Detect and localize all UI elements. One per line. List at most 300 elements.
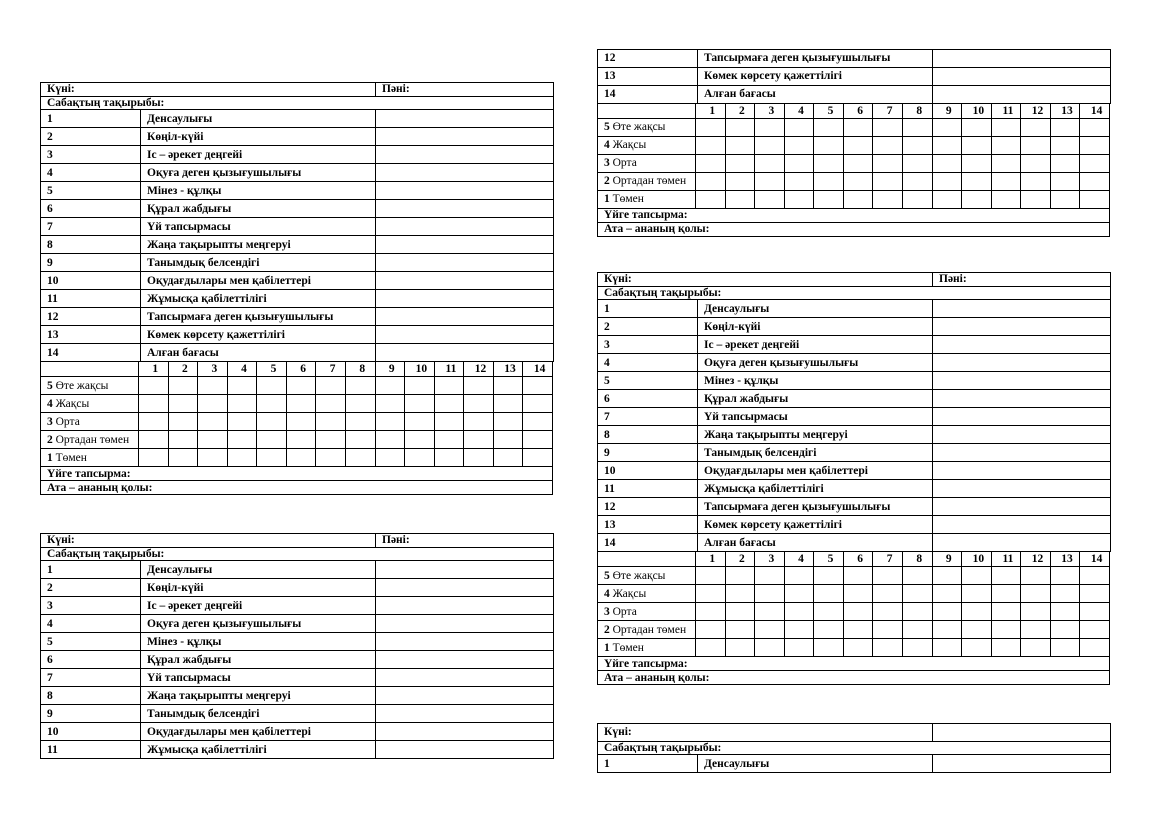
grade-cell [784, 621, 814, 639]
rating-number: 5 [47, 379, 53, 392]
grade-cell [696, 191, 726, 209]
criterion-value-cell [376, 579, 554, 597]
grade-cell [843, 155, 873, 173]
criterion-row [41, 651, 554, 669]
grade-cell [902, 585, 932, 603]
criterion-value-cell [933, 498, 1111, 516]
rating-number: 5 [604, 569, 610, 582]
criterion-value-cell [376, 236, 554, 254]
criterion-value-cell [376, 669, 554, 687]
grade-column-header: 12 [1021, 104, 1051, 119]
observation-table-right-2 [597, 272, 1111, 685]
grade-cell [725, 119, 755, 137]
grade-cell [1021, 137, 1051, 155]
grade-cell [286, 377, 316, 395]
criterion-row [598, 86, 1111, 104]
topic-row [41, 548, 554, 561]
rating-row [598, 155, 1110, 173]
grade-cell [873, 603, 903, 621]
grade-column-header: 5 [814, 104, 844, 119]
grade-cell [1050, 191, 1080, 209]
criterion-number: 14 [598, 86, 698, 104]
criterion-number: 12 [41, 308, 141, 326]
grade-cell [725, 603, 755, 621]
criterion-number: 5 [41, 633, 141, 651]
criterion-row [41, 741, 554, 759]
criterion-row [598, 516, 1111, 534]
grade-cell [962, 621, 992, 639]
criterion-row [41, 290, 554, 308]
criterion-row [41, 254, 554, 272]
criterion-row [598, 408, 1111, 426]
grade-cell [873, 567, 903, 585]
criterion-label: Құрал жабдығы [141, 651, 376, 669]
criterion-number: 6 [41, 200, 141, 218]
grade-cell [198, 395, 228, 413]
criterion-row [598, 318, 1111, 336]
criterion-number: 7 [41, 669, 141, 687]
criterion-number: 12 [598, 50, 698, 68]
grade-cell [286, 395, 316, 413]
signature-row [41, 481, 553, 495]
criterion-label: Денсаулығы [698, 300, 933, 318]
rating-label: Өте жақсы [612, 569, 666, 582]
rating-label: Өте жақсы [55, 379, 109, 392]
criterion-value-cell [376, 633, 554, 651]
grade-column-header: 10 [962, 104, 992, 119]
grade-cell [1021, 621, 1051, 639]
criterion-row [598, 480, 1111, 498]
grade-cell [962, 603, 992, 621]
grade-column-header: 3 [198, 362, 228, 377]
grade-cell [1021, 585, 1051, 603]
grade-cell [464, 395, 494, 413]
grade-cell [227, 413, 257, 431]
grade-column-header: 14 [1080, 552, 1110, 567]
footer-table [40, 466, 553, 495]
grade-cell [1080, 603, 1110, 621]
grade-cell [523, 449, 553, 467]
criterion-value-cell [376, 326, 554, 344]
grade-cell [962, 585, 992, 603]
criterion-label: Көңіл-күйі [141, 128, 376, 146]
criterion-number: 13 [41, 326, 141, 344]
criterion-number: 1 [598, 755, 698, 773]
grade-cell [843, 119, 873, 137]
grade-cell [1050, 567, 1080, 585]
grade-cell [932, 137, 962, 155]
rating-label-cell [598, 191, 696, 209]
grade-cell [696, 173, 726, 191]
grade-cell [523, 395, 553, 413]
grade-cell [198, 431, 228, 449]
criterion-row [598, 354, 1111, 372]
grade-cell [991, 639, 1021, 657]
grade-cell [523, 431, 553, 449]
criterion-number: 5 [598, 372, 698, 390]
grade-cell [932, 621, 962, 639]
criterion-value-cell [933, 755, 1111, 773]
grade-cell [962, 137, 992, 155]
grade-cell [962, 155, 992, 173]
rating-label: Төмен [612, 193, 644, 206]
grade-column-header: 12 [1021, 552, 1051, 567]
grade-column-header: 9 [932, 104, 962, 119]
criterion-value-cell [933, 480, 1111, 498]
criterion-row [598, 498, 1111, 516]
grade-cell [932, 639, 962, 657]
homework-label-cell: Үйге тапсырма: [41, 467, 553, 481]
grade-cell [1080, 191, 1110, 209]
criterion-value-cell [376, 561, 554, 579]
criterion-value-cell [933, 372, 1111, 390]
criterion-label: Жұмысқа қабілеттілігі [698, 480, 933, 498]
rating-label-cell [41, 431, 139, 449]
grade-cell [814, 119, 844, 137]
grade-cell [493, 413, 523, 431]
grade-cell [784, 155, 814, 173]
grade-column-header: 13 [493, 362, 523, 377]
criterion-value-cell [933, 462, 1111, 480]
grade-cell [814, 621, 844, 639]
criterion-label: Оқуға деген қызығушылығы [141, 615, 376, 633]
grade-cell [725, 621, 755, 639]
criterion-label: Оқудағдылары мен қабілеттері [141, 272, 376, 290]
grade-cell [286, 449, 316, 467]
criteria-table [40, 560, 554, 759]
criterion-label: Танымдық белсендігі [698, 444, 933, 462]
grade-cell [784, 191, 814, 209]
criterion-number: 11 [598, 480, 698, 498]
criterion-value-cell [376, 723, 554, 741]
grade-cell [902, 191, 932, 209]
grade-cell [843, 567, 873, 585]
grade-cell [843, 585, 873, 603]
grade-cell [932, 119, 962, 137]
grade-cell [902, 603, 932, 621]
grade-cell [227, 431, 257, 449]
grade-cell [932, 585, 962, 603]
subject-label-cell: Пәні: [376, 83, 554, 97]
grade-cell [784, 567, 814, 585]
criterion-row [41, 110, 554, 128]
grade-cell [198, 377, 228, 395]
criterion-label: Үй тапсырмасы [141, 218, 376, 236]
grade-cell [902, 137, 932, 155]
grade-cell [198, 413, 228, 431]
criterion-label: Танымдық белсендігі [141, 705, 376, 723]
grade-cell [345, 431, 375, 449]
signature-label-cell: Ата – ананың қолы: [598, 671, 1110, 685]
grade-cell [725, 155, 755, 173]
rating-label-cell [41, 395, 139, 413]
grade-cell [316, 413, 346, 431]
criterion-row [598, 372, 1111, 390]
grade-cell [843, 173, 873, 191]
grade-column-header: 11 [434, 362, 464, 377]
criterion-row [598, 755, 1111, 773]
criterion-label: Құрал жабдығы [141, 200, 376, 218]
grade-cell [932, 603, 962, 621]
grade-column-header: 9 [932, 552, 962, 567]
grade-grid-header-row [41, 362, 553, 377]
grade-column-header: 4 [784, 104, 814, 119]
criterion-number: 2 [41, 579, 141, 597]
topic-label-cell: Сабақтың тақырыбы: [41, 97, 554, 110]
criterion-value-cell [933, 534, 1111, 552]
criterion-number: 11 [41, 741, 141, 759]
criterion-row [41, 308, 554, 326]
grade-cell [139, 395, 169, 413]
rating-row [598, 119, 1110, 137]
grade-cell [405, 413, 435, 431]
grade-cell [873, 585, 903, 603]
rating-label: Ортадан төмен [612, 175, 687, 188]
criterion-label: Жұмысқа қабілеттілігі [141, 741, 376, 759]
criterion-row [598, 50, 1111, 68]
criterion-number: 1 [41, 110, 141, 128]
rating-row [598, 567, 1110, 585]
criterion-label: Тапсырмаға деген қызығушылығы [698, 498, 933, 516]
criterion-value-cell [933, 50, 1111, 68]
criterion-number: 14 [41, 344, 141, 362]
grade-cell [434, 395, 464, 413]
grade-cell [434, 413, 464, 431]
subject-label-cell: Пәні: [376, 534, 554, 548]
criterion-value-cell [376, 200, 554, 218]
criterion-row [41, 344, 554, 362]
criterion-label: Алған бағасы [698, 86, 933, 104]
grade-cell [434, 449, 464, 467]
grade-cell [345, 395, 375, 413]
grade-cell [843, 603, 873, 621]
criterion-label: Оқудағдылары мен қабілеттері [141, 723, 376, 741]
grade-grid-corner-cell [598, 552, 696, 567]
grade-cell [316, 449, 346, 467]
grade-cell [345, 413, 375, 431]
grade-cell [932, 173, 962, 191]
grade-cell [784, 585, 814, 603]
rating-number: 2 [604, 175, 610, 188]
criterion-number: 13 [598, 68, 698, 86]
criterion-row [41, 687, 554, 705]
homework-row [598, 209, 1110, 223]
grade-cell [784, 603, 814, 621]
grade-column-header: 8 [902, 104, 932, 119]
grade-cell [1080, 621, 1110, 639]
rating-label-cell [41, 377, 139, 395]
rating-label-cell [598, 137, 696, 155]
criterion-label: Оқудағдылары мен қабілеттері [698, 462, 933, 480]
criterion-label: Мінез - құлқы [141, 182, 376, 200]
signature-label-cell: Ата – ананың қолы: [41, 481, 553, 495]
criterion-number: 3 [41, 146, 141, 164]
criterion-label: Жаңа тақырыпты меңгеруі [698, 426, 933, 444]
rating-label: Ортадан төмен [55, 433, 130, 446]
rating-label: Төмен [55, 451, 87, 464]
grade-cell [1021, 191, 1051, 209]
grade-cell [1080, 585, 1110, 603]
grade-cell [814, 173, 844, 191]
grade-cell [1050, 639, 1080, 657]
criterion-number: 7 [41, 218, 141, 236]
grade-column-header: 6 [843, 552, 873, 567]
grade-cell [1050, 137, 1080, 155]
criterion-value-cell [376, 164, 554, 182]
criterion-number: 5 [41, 182, 141, 200]
rating-number: 2 [47, 433, 53, 446]
criterion-row [41, 669, 554, 687]
grade-cell [843, 137, 873, 155]
criterion-value-cell [933, 354, 1111, 372]
homework-row [598, 657, 1110, 671]
grade-column-header: 14 [1080, 104, 1110, 119]
grade-column-header: 13 [1050, 104, 1080, 119]
grade-cell [755, 137, 785, 155]
criterion-number: 4 [41, 164, 141, 182]
criterion-number: 9 [41, 254, 141, 272]
grade-cell [814, 191, 844, 209]
rating-label: Орта [55, 415, 80, 428]
topic-label-cell: Сабақтың тақырыбы: [598, 287, 1111, 300]
criterion-label: Тапсырмаға деген қызығушылығы [698, 50, 933, 68]
criterion-row [41, 705, 554, 723]
grade-cell [873, 173, 903, 191]
grade-column-header: 6 [843, 104, 873, 119]
homework-label-cell: Үйге тапсырма: [598, 209, 1110, 223]
footer-table [597, 208, 1110, 237]
criterion-number: 10 [41, 723, 141, 741]
grade-column-header: 1 [696, 552, 726, 567]
grade-cell [405, 431, 435, 449]
criterion-label: Денсаулығы [141, 561, 376, 579]
rating-number: 3 [604, 605, 610, 618]
grade-cell [1021, 639, 1051, 657]
rating-label-cell [598, 155, 696, 173]
criterion-value-cell [376, 597, 554, 615]
grade-cell [784, 173, 814, 191]
criterion-value-cell [933, 516, 1111, 534]
criterion-label: Мінез - құлқы [141, 633, 376, 651]
criterion-row [598, 300, 1111, 318]
grade-column-header: 8 [345, 362, 375, 377]
grade-cell [843, 191, 873, 209]
grade-cell [725, 137, 755, 155]
criterion-value-cell [376, 182, 554, 200]
grade-column-header: 1 [139, 362, 169, 377]
rating-number: 3 [604, 157, 610, 170]
subject-label-cell: Пәні: [933, 273, 1111, 287]
grade-column-header: 6 [286, 362, 316, 377]
grade-cell [991, 603, 1021, 621]
rating-label-cell [598, 639, 696, 657]
rating-label-cell [598, 603, 696, 621]
criterion-row [41, 218, 554, 236]
criterion-row [41, 236, 554, 254]
grade-cell [257, 413, 287, 431]
date-label-cell: Күні: [598, 724, 933, 742]
rating-label-cell [41, 413, 139, 431]
grade-cell [375, 449, 405, 467]
signature-row [598, 671, 1110, 685]
grade-cell [873, 137, 903, 155]
grade-cell [784, 137, 814, 155]
criterion-row [598, 444, 1111, 462]
grade-cell [873, 621, 903, 639]
grade-cell [902, 567, 932, 585]
topic-label-cell: Сабақтың тақырыбы: [598, 742, 1111, 755]
header-table [40, 533, 554, 561]
grade-cell [168, 377, 198, 395]
grade-column-header: 3 [755, 552, 785, 567]
grade-cell [1080, 639, 1110, 657]
grade-cell [375, 431, 405, 449]
rating-row [41, 449, 553, 467]
grade-cell [755, 191, 785, 209]
rating-label: Орта [612, 605, 637, 618]
grade-column-header: 11 [991, 104, 1021, 119]
grade-cell [902, 621, 932, 639]
grade-cell [405, 377, 435, 395]
grade-cell [991, 585, 1021, 603]
grade-grid-corner-cell [41, 362, 139, 377]
grade-cell [1080, 137, 1110, 155]
grade-cell [696, 621, 726, 639]
grade-column-header: 9 [375, 362, 405, 377]
criterion-row [41, 146, 554, 164]
grade-cell [696, 585, 726, 603]
criterion-label: Денсаулығы [141, 110, 376, 128]
grade-cell [168, 413, 198, 431]
grade-cell [725, 191, 755, 209]
grade-grid-corner-cell [598, 104, 696, 119]
grade-cell [1050, 621, 1080, 639]
criterion-row [41, 128, 554, 146]
grade-cell [139, 431, 169, 449]
grade-column-header: 5 [814, 552, 844, 567]
rating-label: Төмен [612, 641, 644, 654]
criterion-value-cell [376, 651, 554, 669]
criterion-number: 1 [41, 561, 141, 579]
grade-cell [725, 173, 755, 191]
grade-cell [1021, 119, 1051, 137]
criterion-number: 1 [598, 300, 698, 318]
grade-cell [375, 377, 405, 395]
grade-cell [902, 155, 932, 173]
criterion-number: 4 [598, 354, 698, 372]
criterion-value-cell [376, 344, 554, 362]
grade-cell [464, 431, 494, 449]
grade-cell [932, 191, 962, 209]
criterion-row [41, 182, 554, 200]
grade-cell [523, 413, 553, 431]
grade-cell [725, 639, 755, 657]
grade-cell [962, 173, 992, 191]
grade-cell [755, 155, 785, 173]
rating-number: 1 [47, 451, 53, 464]
criterion-label: Үй тапсырмасы [698, 408, 933, 426]
grade-cell [405, 449, 435, 467]
grade-column-header: 2 [725, 552, 755, 567]
grade-cell [345, 377, 375, 395]
grade-cell [962, 639, 992, 657]
criterion-value-cell [376, 110, 554, 128]
criterion-number: 3 [41, 597, 141, 615]
criterion-number: 8 [41, 687, 141, 705]
grade-cell [991, 137, 1021, 155]
grade-cell [286, 431, 316, 449]
criterion-label: Оқуға деген қызығушылығы [141, 164, 376, 182]
